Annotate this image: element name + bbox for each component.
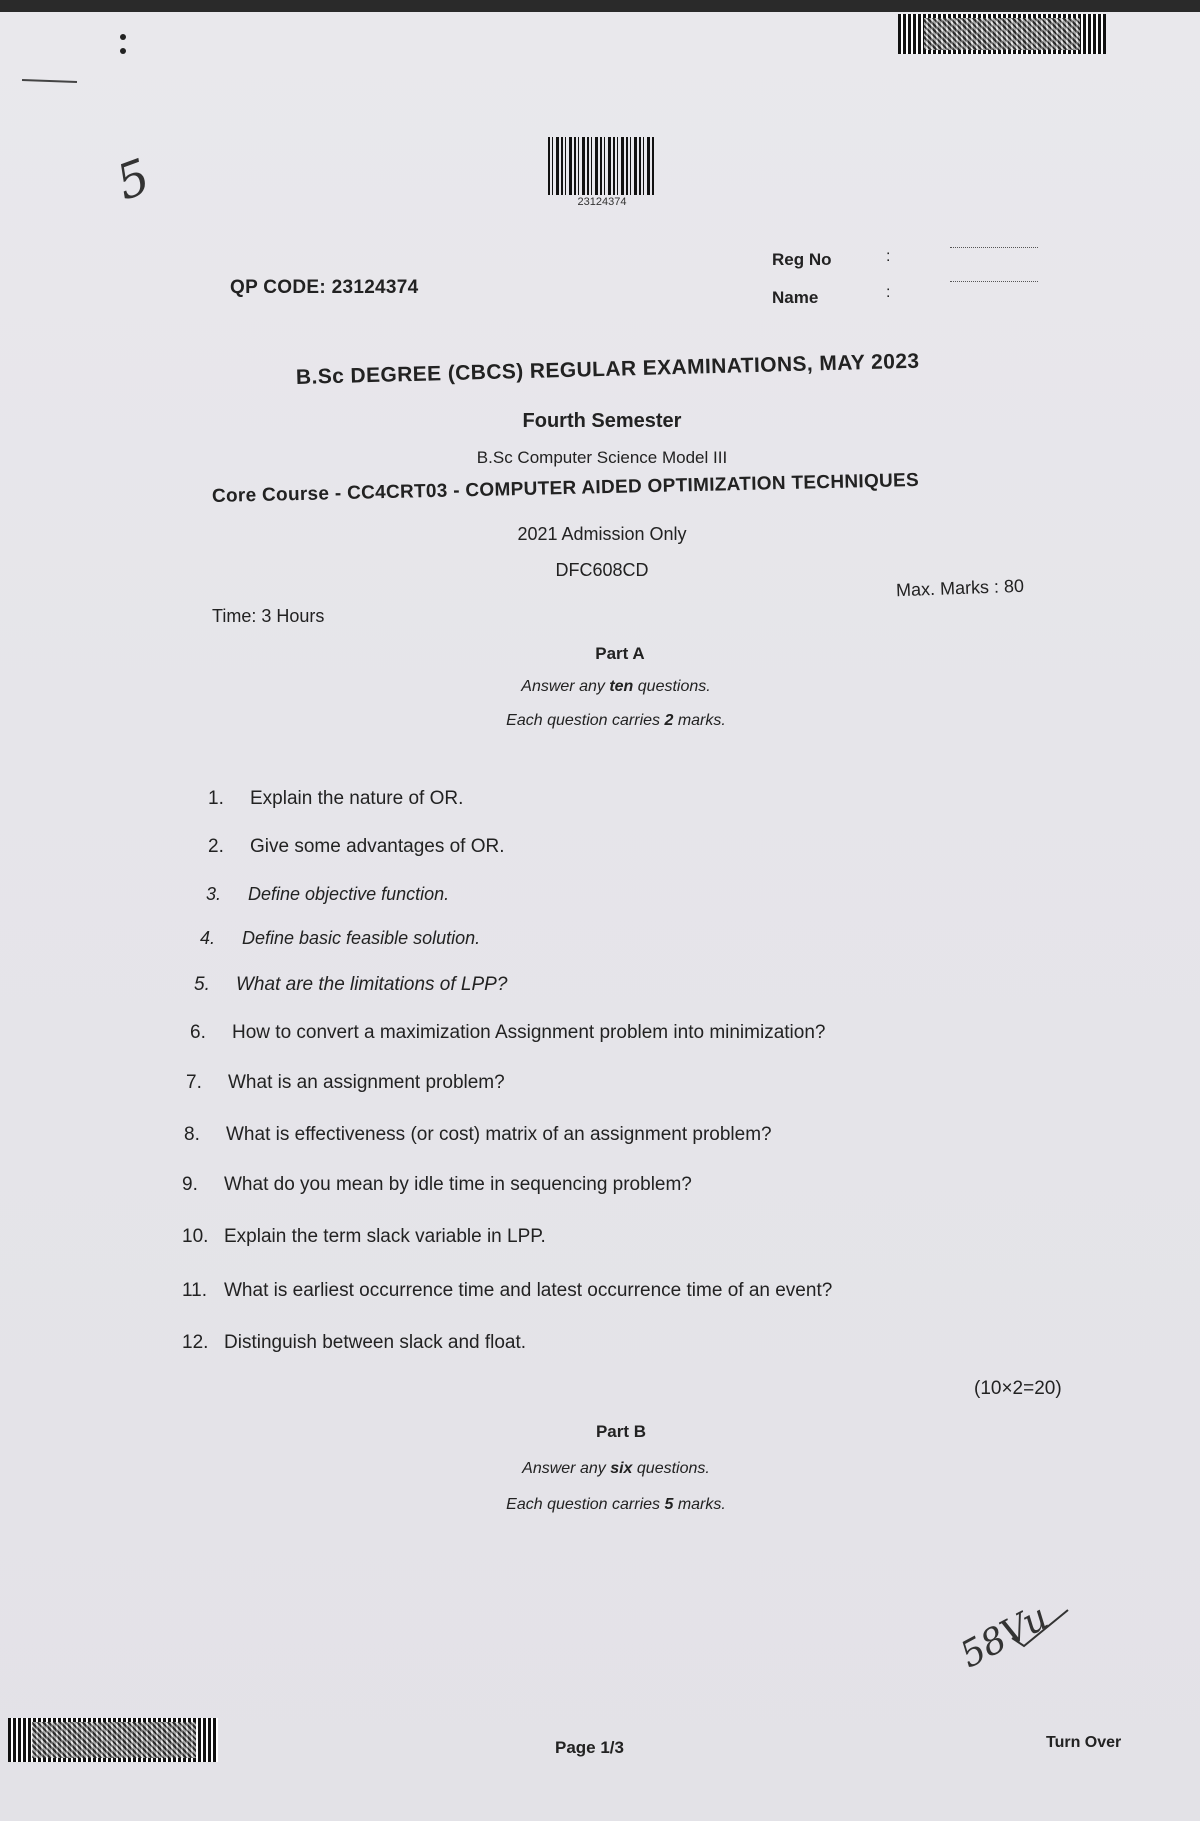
- name-label: Name: [772, 288, 819, 307]
- question-text: Distinguish between slack and float.: [224, 1332, 527, 1353]
- max-marks: Max. Marks : 80: [895, 575, 1025, 601]
- part-a-total: (10×2=20): [974, 1378, 1062, 1399]
- exam-paper: [0, 12, 1200, 1821]
- marks-count: 2: [664, 712, 674, 729]
- semester: Fourth Semester: [522, 410, 682, 432]
- question-number: 3.: [206, 884, 222, 904]
- barcode: [548, 137, 656, 195]
- question: [182, 1226, 546, 1248]
- marks-text: marks.: [677, 712, 726, 729]
- part-b-marks: [16, 1496, 1200, 1514]
- question-number: 2.: [208, 836, 224, 857]
- admission: 2021 Admission Only: [517, 524, 687, 544]
- question-number: 7.: [186, 1072, 202, 1093]
- question: [182, 1280, 832, 1302]
- turn-over: Turn Over: [1046, 1734, 1122, 1751]
- question: [182, 1332, 526, 1354]
- marks-text: marks.: [677, 1496, 726, 1513]
- marks-text: Each question carries: [506, 712, 661, 729]
- reg-no-colon: :: [886, 248, 891, 265]
- question: [194, 974, 507, 996]
- name-colon: :: [886, 284, 891, 301]
- marks-text: Each question carries: [506, 1496, 661, 1513]
- reg-no-field: [950, 246, 1038, 248]
- instr-text: questions.: [636, 1460, 710, 1477]
- question-number: 10.: [182, 1226, 209, 1247]
- question: [182, 1174, 692, 1196]
- question-text: What are the limitations of LPP?: [236, 974, 508, 995]
- question-text: Define basic feasible solution.: [242, 928, 481, 948]
- handwritten-signature: 58Vu: [953, 1596, 1055, 1677]
- handwritten-mark: 5: [109, 148, 158, 212]
- question-number: 11.: [182, 1280, 208, 1301]
- question-number: 4.: [200, 928, 216, 948]
- instr-count: six: [610, 1460, 633, 1477]
- question: [190, 1022, 825, 1044]
- page-number: Page 1/3: [555, 1738, 624, 1757]
- instr-text: questions.: [637, 678, 711, 695]
- instr-text: Answer any: [521, 678, 605, 695]
- question-text: What do you mean by idle time in sequencing problem?: [224, 1174, 692, 1195]
- question-number: 5.: [194, 974, 210, 995]
- part-b-instruction: [16, 1460, 1200, 1478]
- question-number: 9.: [182, 1174, 198, 1195]
- question-text: What is effectiveness (or cost) matrix of an assignment problem?: [226, 1124, 772, 1145]
- qr-code-strip-top: [898, 14, 1106, 54]
- question-text: What is an assignment problem?: [228, 1072, 505, 1093]
- instr-text: Answer any: [522, 1460, 606, 1477]
- program: B.Sc Computer Science Model III: [476, 448, 728, 467]
- question-number: 8.: [184, 1124, 200, 1145]
- question: [206, 884, 449, 905]
- pen-dot: [120, 48, 126, 54]
- exam-time: Time: 3 Hours: [212, 606, 325, 626]
- name-field: [950, 280, 1038, 282]
- qp-code: QP CODE: 23124374: [230, 277, 419, 298]
- check-mark-icon: [1010, 1608, 1070, 1648]
- part-a-heading: Part A: [595, 644, 645, 663]
- question-number: 1.: [208, 788, 224, 809]
- question: [208, 836, 505, 858]
- barcode-number: 23124374: [577, 196, 627, 208]
- question-text: Give some advantages of OR.: [250, 836, 505, 857]
- question-text: How to convert a maximization Assignment problem into minimization?: [232, 1022, 826, 1043]
- instr-count: ten: [609, 678, 634, 695]
- part-a-instruction: [16, 678, 1200, 696]
- pen-dot: [120, 34, 126, 40]
- part-a-marks: [16, 712, 1200, 730]
- reg-no-label: Reg No: [772, 250, 832, 269]
- question-text: Explain the term slack variable in LPP.: [224, 1226, 546, 1247]
- question-number: 6.: [190, 1022, 206, 1043]
- qr-code-strip-bottom: [8, 1718, 218, 1762]
- course-title: Core Course - CC4CRT03 - COMPUTER AIDED OPTIMIZATION TECHNIQUES: [211, 469, 920, 507]
- paper-code: DFC608CD: [555, 560, 649, 580]
- question: [208, 788, 463, 810]
- question: [184, 1124, 772, 1146]
- part-b-heading: Part B: [595, 1422, 647, 1441]
- question: [186, 1072, 505, 1094]
- pen-line: [22, 79, 77, 83]
- exam-title: B.Sc DEGREE (CBCS) REGULAR EXAMINATIONS, MAY 2023: [295, 349, 920, 389]
- question-text: Explain the nature of OR.: [250, 788, 464, 809]
- marks-count: 5: [664, 1496, 674, 1513]
- question-number: 12.: [182, 1332, 209, 1353]
- question-text: What is earliest occurrence time and latest occurrence time of an event?: [224, 1280, 833, 1301]
- question: [200, 928, 480, 949]
- question-text: Define objective function.: [248, 884, 450, 904]
